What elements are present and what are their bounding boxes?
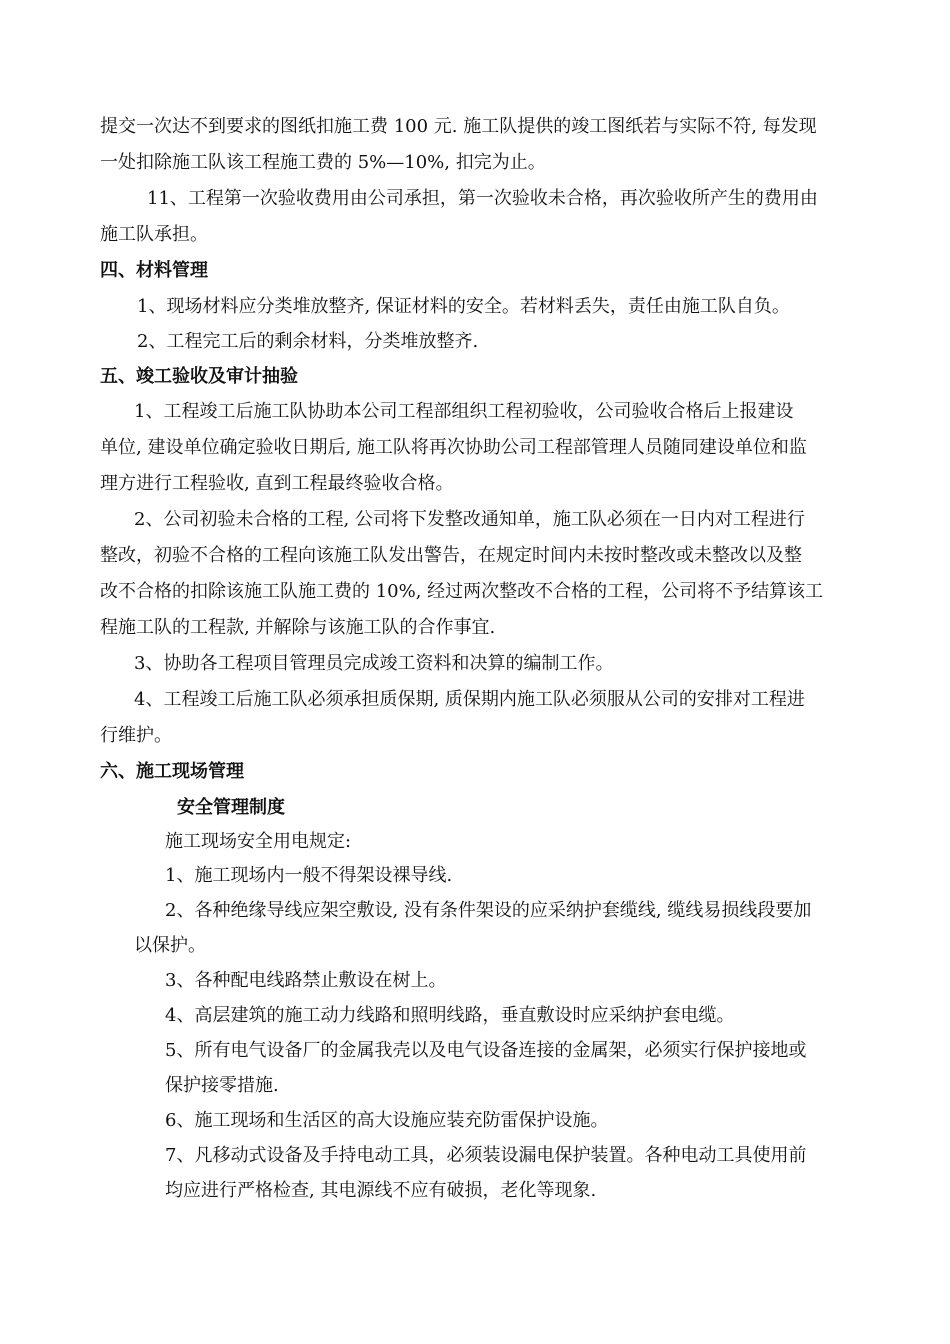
paragraph-line: 程施工队的工程款, 并解除与该施工队的合作事宜.: [100, 617, 496, 638]
paragraph-line: 1、现场材料应分类堆放整齐, 保证材料的安全。若材料丢失，责任由施工队自负。: [137, 296, 790, 317]
paragraph-line: 4、工程竣工后施工队必须承担质保期, 质保期内施工队必须服从公司的安排对工程进: [134, 689, 805, 710]
paragraph-line: 7、凡移动式设备及手持电动工具，必须装设漏电保护装置。各种电动工具使用前: [165, 1145, 807, 1166]
paragraph-line: 5、所有电气设备厂的金属我壳以及电气设备连接的金属架，必须实行保护接地或: [165, 1040, 807, 1061]
paragraph-line: 3、各种配电线路禁止敷设在树上。: [165, 970, 447, 991]
paragraph-line: 行维护。: [100, 725, 172, 746]
paragraph-line: 保护接零措施.: [165, 1075, 279, 1096]
paragraph-line: 1、施工现场内一般不得架设裸导线.: [165, 865, 453, 886]
paragraph-line: 施工现场安全用电规定:: [165, 831, 352, 852]
paragraph-line: 整改，初验不合格的工程向该施工队发出警告，在规定时间内未按时整改或未整改以及整: [100, 545, 802, 566]
paragraph-line: 1、工程竣工后施工队协助本公司工程部组织工程初验收，公司验收合格后上报建设: [134, 401, 794, 422]
paragraph-line: 4、高层建筑的施工动力线路和照明线路，垂直敷设时应采纳护套电缆。: [165, 1005, 735, 1026]
paragraph-line: 2、工程完工后的剩余材料，分类堆放整齐.: [137, 331, 479, 352]
paragraph-line: 2、公司初验未合格的工程, 公司将下发整改通知单，施工队必须在一日内对工程进行: [134, 509, 805, 530]
paragraph-line: 提交一次达不到要求的图纸扣施工费 100 元. 施工队提供的竣工图纸若与实际不符, 每发现: [100, 116, 817, 137]
paragraph-line: 一处扣除施工队该工程施工费的 5%—10%, 扣完为止。: [100, 152, 546, 173]
paragraph-line: 改不合格的扣除该施工队施工费的 10%, 经过两次整改不合格的工程，公司将不予结算该工: [100, 581, 824, 602]
paragraph-line: 2、各种绝缘导线应架空敷设, 没有条件架设的应采纳护套缆线, 缆线易损线段要加: [165, 900, 812, 921]
paragraph-line: 6、施工现场和生活区的高大设施应装充防雷保护设施。: [165, 1110, 609, 1131]
paragraph-line: 单位, 建设单位确定验收日期后, 施工队将再次协助公司工程部管理人员随同建设单位和监: [100, 437, 807, 458]
paragraph-line: 以保护。: [134, 935, 206, 956]
paragraph-line: 3、协助各工程项目管理员完成竣工资料和决算的编制工作。: [134, 653, 614, 674]
section-heading: 六、施工现场管理: [100, 761, 244, 782]
paragraph-line: 均应进行严格检查, 其电源线不应有破损，老化等现象.: [165, 1180, 597, 1201]
paragraph-line: 11、工程第一次验收费用由公司承担，第一次验收未合格，再次验收所产生的费用由: [147, 188, 818, 209]
paragraph-line: 理方进行工程验收, 直到工程最终验收合格。: [100, 473, 454, 494]
section-heading: 五、竣工验收及审计抽验: [100, 366, 298, 387]
section-heading: 四、材料管理: [100, 260, 208, 281]
sub-heading: 安全管理制度: [177, 797, 285, 818]
paragraph-line: 施工队承担。: [100, 224, 208, 245]
